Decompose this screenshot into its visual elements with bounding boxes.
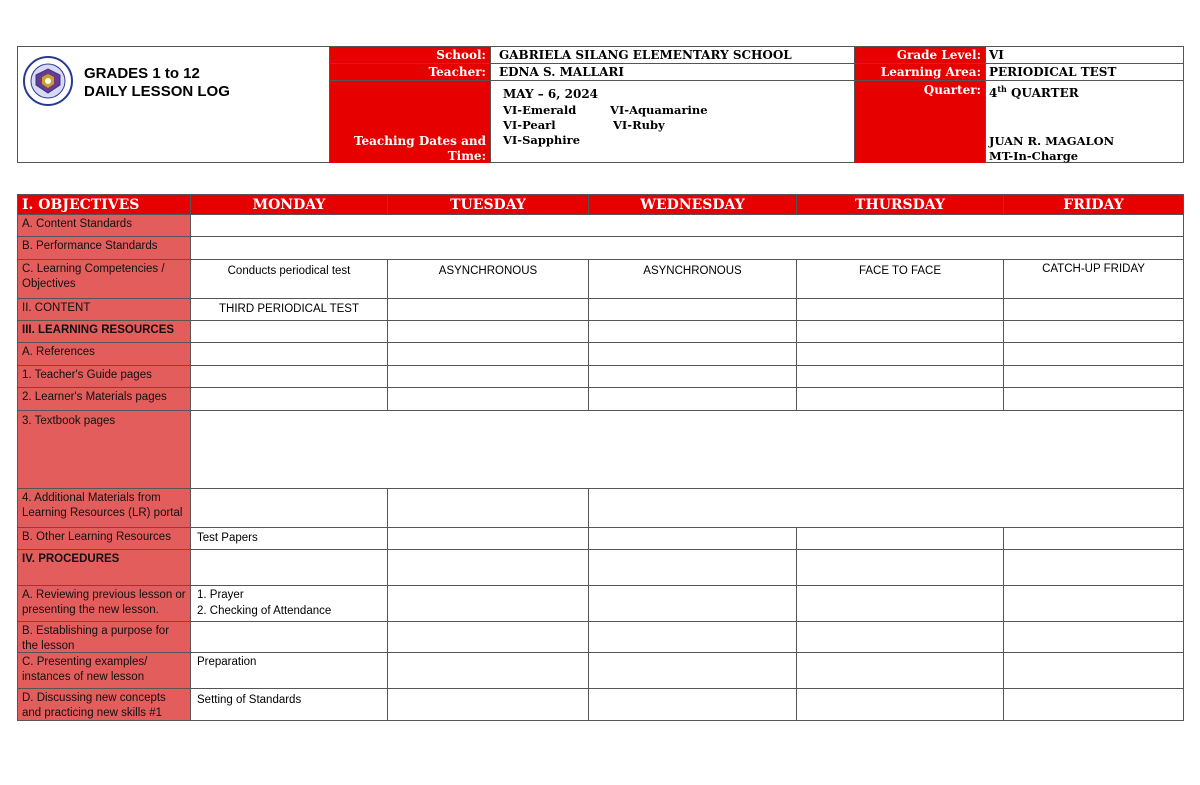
- reviewing-monday-item-1: 1. Prayer: [197, 589, 244, 601]
- col-header-friday: FRIDAY: [1004, 195, 1184, 215]
- content-friday: [1004, 299, 1184, 321]
- row-learning-resources: III. LEARNING RESOURCES: [18, 321, 191, 343]
- content-tuesday: [388, 299, 589, 321]
- lesson-log-table: [17, 194, 1184, 721]
- row-examples: C. Presenting examples/ instances of new lesson: [18, 653, 191, 689]
- grade-value: VI: [989, 48, 1004, 62]
- content-standards-cell: [191, 215, 1184, 237]
- signatory-title: MT-In-Charge: [989, 149, 1079, 163]
- school-label: School:: [436, 48, 486, 62]
- signatory-name: JUAN R. MAGALON: [989, 134, 1115, 148]
- row-learners-materials: 2. Learner's Materials pages: [18, 388, 191, 411]
- other-resources-monday: Test Papers: [191, 528, 388, 550]
- competency-tuesday: ASYNCHRONOUS: [388, 260, 589, 299]
- row-other-resources: B. Other Learning Resources: [18, 528, 191, 550]
- header-box: [17, 46, 1184, 163]
- quarter-label: Quarter:: [923, 83, 981, 97]
- row-content-standards: A. Content Standards: [18, 215, 191, 237]
- deped-seal-icon: [22, 55, 74, 107]
- content-wednesday: [589, 299, 797, 321]
- section-sapphire: VI-Sapphire: [503, 133, 581, 147]
- col-header-tuesday: TUESDAY: [388, 195, 589, 215]
- competency-friday: CATCH-UP FRIDAY: [1004, 260, 1184, 299]
- col-header-monday: MONDAY: [191, 195, 388, 215]
- competency-monday: Conducts periodical test: [191, 260, 388, 299]
- section-ruby: VI-Ruby: [613, 118, 665, 132]
- section-aquamarine: VI-Aquamarine: [610, 103, 708, 117]
- row-content: II. CONTENT: [18, 299, 191, 321]
- section-emerald: VI-Emerald: [503, 103, 577, 117]
- row-procedures: IV. PROCEDURES: [18, 550, 191, 586]
- content-monday: THIRD PERIODICAL TEST: [191, 299, 388, 321]
- discussing-monday: Setting of Standards: [191, 689, 388, 721]
- teacher-value: EDNA S. MALLARI: [499, 65, 624, 79]
- row-references: A. References: [18, 343, 191, 366]
- quarter-value: 4th QUARTER: [989, 84, 1079, 100]
- content-thursday: [797, 299, 1004, 321]
- area-label: Learning Area:: [880, 65, 981, 79]
- area-value: PERIODICAL TEST: [989, 65, 1117, 79]
- reviewing-monday-item-2: 2. Checking of Attendance: [197, 605, 332, 617]
- school-value: GABRIELA SILANG ELEMENTARY SCHOOL: [499, 48, 792, 62]
- log-title-line1: GRADES 1 to 12: [84, 65, 200, 82]
- performance-standards-cell: [191, 237, 1184, 260]
- dates-value: MAY – 6, 2024: [503, 87, 599, 101]
- textbook-cell: [191, 411, 1184, 489]
- dates-label-line2: Time:: [447, 149, 486, 163]
- competency-thursday: FACE TO FACE: [797, 260, 1004, 299]
- examples-monday: Preparation: [191, 653, 388, 689]
- row-purpose: B. Establishing a purpose for the lesson: [18, 622, 191, 653]
- row-teachers-guide: 1. Teacher's Guide pages: [18, 366, 191, 388]
- col-header-thursday: THURSDAY: [797, 195, 1004, 215]
- teacher-label: Teacher:: [428, 65, 486, 79]
- section-pearl: VI-Pearl: [503, 118, 556, 132]
- col-header-objectives: I. OBJECTIVES: [18, 195, 191, 215]
- row-additional-materials: 4. Additional Materials from Learning Resources (LR) portal: [18, 489, 191, 528]
- reviewing-monday: [191, 586, 388, 622]
- col-header-wednesday: WEDNESDAY: [589, 195, 797, 215]
- row-reviewing: A. Reviewing previous lesson or presenting the new lesson.: [18, 586, 191, 622]
- log-title-line2: DAILY LESSON LOG: [84, 83, 230, 100]
- row-performance-standards: B. Performance Standards: [18, 237, 191, 260]
- row-textbook: 3. Textbook pages: [18, 411, 191, 489]
- grade-label: Grade Level:: [896, 48, 981, 62]
- dates-label-line1: Teaching Dates and: [353, 134, 486, 148]
- row-discussing: D. Discussing new concepts and practicing new skills #1: [18, 689, 191, 721]
- competency-wednesday: ASYNCHRONOUS: [589, 260, 797, 299]
- row-competencies: C. Learning Competencies / Objectives: [18, 260, 191, 299]
